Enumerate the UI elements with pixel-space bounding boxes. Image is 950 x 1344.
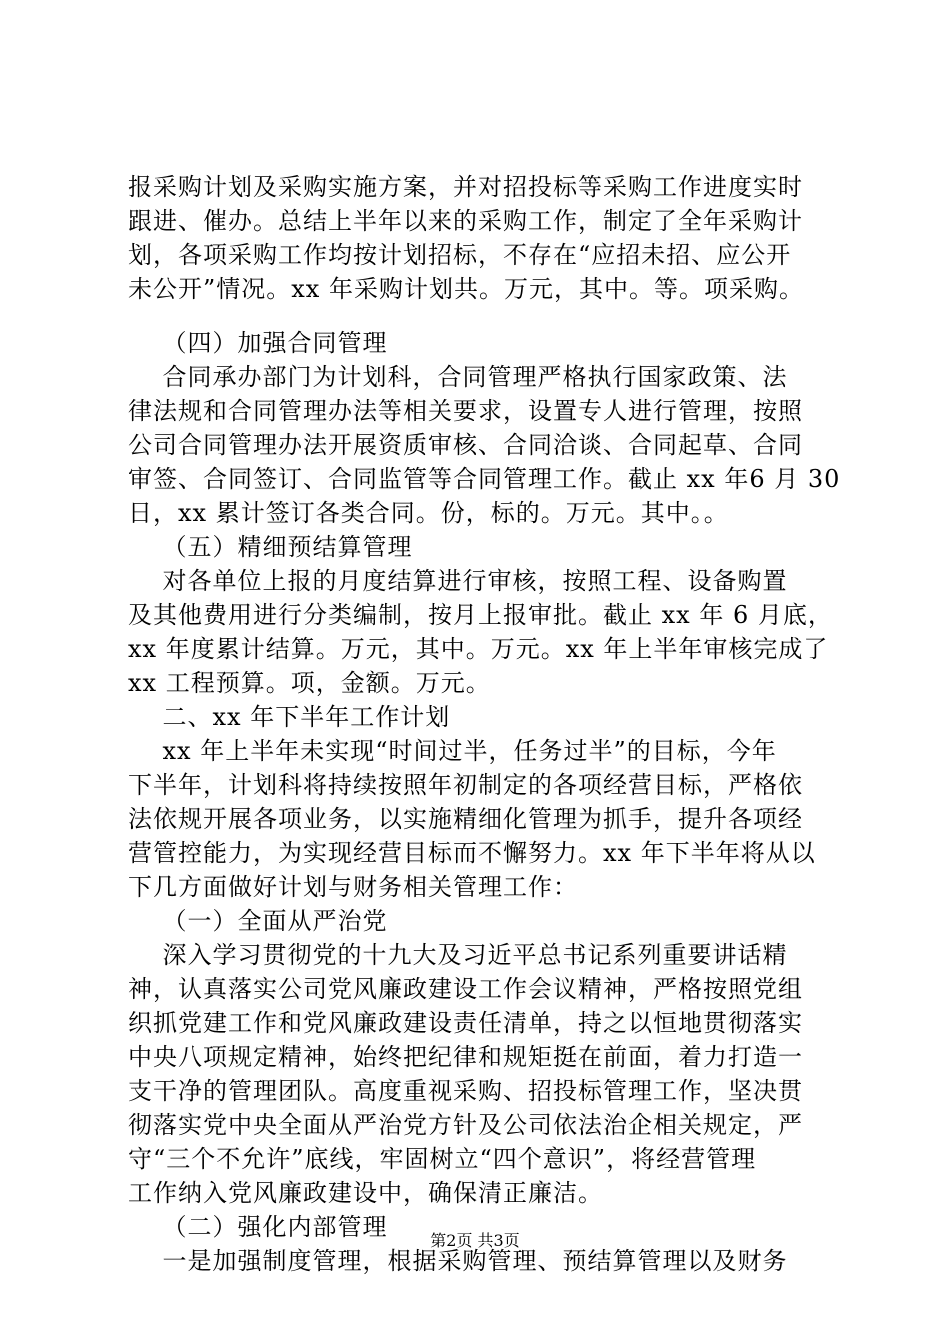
text-line: 支干净的管理团队。高度重视采购、招投标管理工作，坚决贯 [128, 1077, 803, 1105]
paragraph-block-2 [128, 326, 848, 1278]
text-line: 公司合同管理办法开展资质审核、合同洽谈、合同起草、合同 [128, 431, 803, 459]
paragraph-gap [128, 306, 848, 326]
text-line: 深入学习贯彻党的十九大及习近平总书记系列重要讲话精 [128, 941, 788, 969]
text-line: 合同承办部门为计划科，合同管理严格执行国家政策、法 [128, 363, 788, 391]
section-heading: （四）加强合同管理 [128, 329, 388, 357]
text-line: 审签、合同签订、合同监管等合同管理工作。截止 xx 年6 月 30 [128, 465, 841, 493]
text-line: 律法规和合同管理办法等相关要求，设置专人进行管理，按照 [128, 397, 803, 425]
text-line: xx 工程预算。项，金额。万元。 [128, 669, 491, 697]
section-heading: （二）强化内部管理 [128, 1213, 388, 1241]
text-line: 法依规开展各项业务，以实施精细化管理为抓手，提升各项经 [128, 805, 803, 833]
text-line: 一是加强制度管理，根据采购管理、预结算管理以及财务 [128, 1247, 788, 1275]
text-line: 中央八项规定精神，始终把纪律和规矩挺在前面，着力打造一 [128, 1043, 803, 1071]
text-line: 工作纳入党风廉政建设中，确保清正廉洁。 [128, 1179, 603, 1207]
text-line: 对各单位上报的月度结算进行审核，按照工程、设备购置 [128, 567, 788, 595]
text-line: 跟进、催办。总结上半年以来的采购工作，制定了全年采购计 [128, 207, 803, 235]
text-line: 织抓党建工作和党风廉政建设责任清单，持之以恒地贯彻落实 [128, 1009, 803, 1037]
text-line: 守“三个不允许”底线，牢固树立“四个意识”，将经营管理 [128, 1145, 757, 1173]
section-heading: （一）全面从严治党 [128, 907, 388, 935]
text-line: 划，各项采购工作均按计划招标，不存在“应招未招、应公开 [128, 241, 792, 269]
text-line: 未公开”情况。xx 年采购计划共。万元，其中。等。项采购。 [128, 275, 804, 303]
text-line: 下几方面做好计划与财务相关管理工作： [128, 873, 578, 901]
text-line: 下半年，计划科将持续按照年初制定的各项经营目标，严格依 [128, 771, 803, 799]
paragraph-block-1 [128, 170, 848, 306]
text-line: xx 年度累计结算。万元，其中。万元。xx 年上半年审核完成了 [128, 635, 829, 663]
section-heading: 二、xx 年下半年工作计划 [128, 703, 451, 731]
text-line: 日，xx 累计签订各类合同。份，标的。万元。其中。。 [128, 499, 729, 527]
text-line: 及其他费用进行分类编制，按月上报审批。截止 xx 年 6 月底， [128, 601, 833, 629]
text-line: xx 年上半年未实现“时间过半，任务过半”的目标，今年 [128, 737, 777, 765]
text-line: 报采购计划及采购实施方案，并对招投标等采购工作进度实时 [128, 173, 803, 201]
document-body [128, 170, 848, 1278]
text-line: 营管控能力，为实现经营目标而不懈努力。xx 年下半年将从以 [128, 839, 816, 867]
section-heading: （五）精细预结算管理 [128, 533, 413, 561]
text-line: 彻落实党中央全面从严治党方针及公司依法治企相关规定，严 [128, 1111, 803, 1139]
text-line: 神，认真落实公司党风廉政建设工作会议精神，严格按照党组 [128, 975, 803, 1003]
page-number-footer: 第2页 共3页 [430, 1231, 520, 1250]
